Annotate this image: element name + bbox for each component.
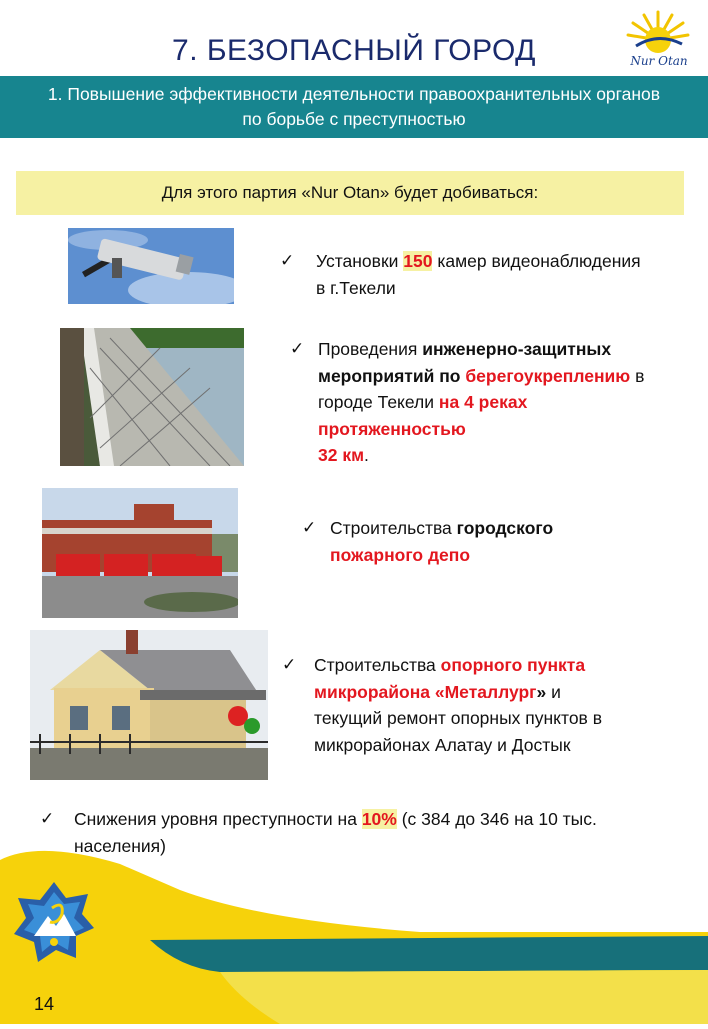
page-title: 7. БЕЗОПАСНЫЙ ГОРОД — [172, 34, 536, 67]
subtitle-line-1: 1. Повышение эффективности деятельности правоохранительных органов — [47, 84, 661, 104]
subtitle-line-2: по борьбе с преступностью — [242, 109, 466, 129]
list-item-fire-depot: ✓ Строительства городского пожарного депо — [302, 515, 692, 568]
list-item-cameras: ✓ Установки 150 камер видеонаблюдения в г.Текели — [282, 248, 692, 301]
logo-text: Nur Otan — [630, 54, 688, 68]
check-icon: ✓ — [280, 251, 295, 270]
crime-percent: 10% — [361, 809, 397, 829]
check-icon: ✓ — [290, 339, 305, 358]
intro-banner: Для этого партия «Nur Otan» будет добиваться: — [16, 171, 684, 215]
emblem-icon — [12, 880, 96, 964]
check-icon: ✓ — [282, 655, 297, 674]
embankment-photo — [60, 328, 244, 466]
list-item-crime-reduction: ✓ Снижения уровня преступности на 10% (с 384 до 346 на 10 тыс. населения) — [40, 806, 680, 859]
check-icon: ✓ — [302, 518, 317, 537]
nur-otan-logo — [622, 8, 694, 74]
check-icon: ✓ — [40, 809, 55, 828]
cameras-count: 150 — [403, 251, 433, 271]
city-emblem — [12, 880, 96, 964]
page-number: 14 — [34, 994, 55, 1014]
list-item-police-station: ✓ Строительства опорного пункта микрорайона «Металлург» и текущий ремонт опорных пунктов в микрорайонах Алатау и Достык — [282, 652, 692, 758]
fire-depot-photo — [42, 488, 238, 618]
camera-photo — [68, 228, 234, 304]
subtitle-bar — [0, 76, 708, 138]
police-station-photo — [30, 630, 268, 780]
footer-decoration — [0, 820, 708, 1024]
list-item-embankment: ✓ Проведения инженерно-защитных мероприятий по берегоукреплению в городе Текели на 4 реках протяженностью 32 км. — [290, 336, 690, 469]
